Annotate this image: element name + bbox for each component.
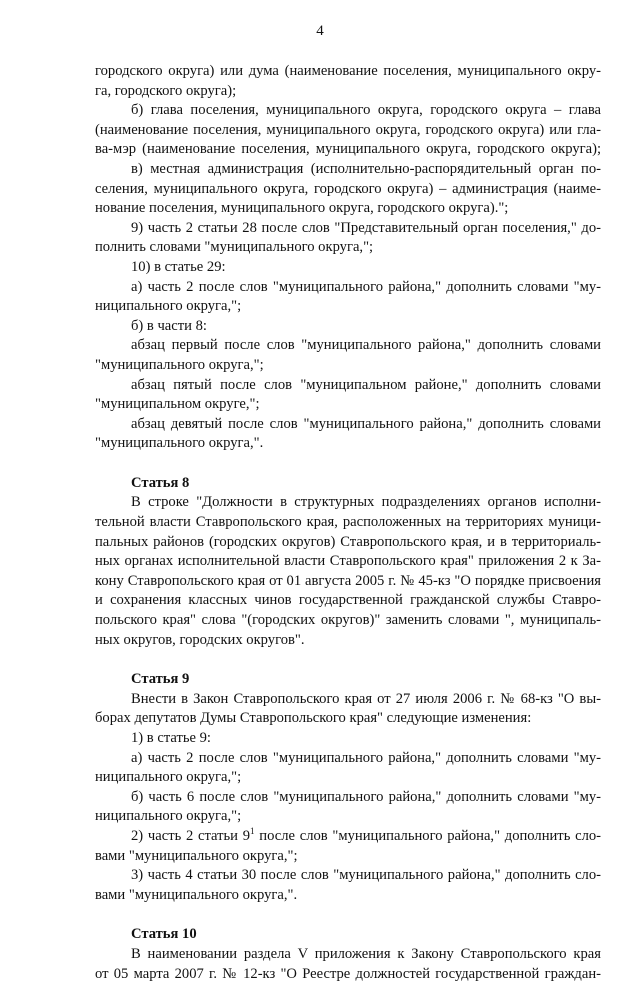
text-line: "муниципального округа,"; xyxy=(95,356,264,373)
text-line: польского края" слова "(городских округов)" заменить словами ", муниципаль- xyxy=(95,612,601,629)
text-fragment: после слов "муниципального района," дополнить сло- xyxy=(254,827,601,844)
article-heading: Статья 10 xyxy=(131,926,197,943)
text-line: в) местная администрация (исполнительно-распорядительный орган по- xyxy=(131,160,601,177)
text-line: ниципального округа,"; xyxy=(95,769,242,786)
document-body xyxy=(95,62,601,984)
text-line: 10) в статье 29: xyxy=(131,258,226,275)
text-line: б) глава поселения, муниципального округа, городского округа – глава xyxy=(131,102,601,119)
paragraph-gap xyxy=(95,454,601,474)
text-line: ниципального округа,"; xyxy=(95,808,242,825)
article-heading: Статья 8 xyxy=(131,474,190,491)
text-line: ных органах исполнительной власти Ставропольского края" приложения 2 к За- xyxy=(95,553,601,570)
text-line: б) в части 8: xyxy=(131,317,207,334)
text-line: га, городского округа); xyxy=(95,82,237,99)
paragraph-gap xyxy=(95,650,601,670)
text-line: (наименование поселения, муниципального округа, городского округа) или гла- xyxy=(95,121,601,138)
text-line: 9) часть 2 статьи 28 после слов "Представительный орган поселения," до- xyxy=(131,219,601,236)
text-line: тельной власти Ставропольского края, расположенных на территориях муници- xyxy=(95,514,601,531)
text-line: нование поселения, муниципального округа, городского округа)."; xyxy=(95,200,509,217)
text-line: ва-мэр (наименование поселения, муниципального округа, городского округа); xyxy=(95,141,601,158)
text-line: городского округа) или дума (наименование поселения, муниципального окру- xyxy=(95,63,601,79)
text-line: ных округов, городских округов". xyxy=(95,631,305,648)
text-line: В наименовании раздела V приложения к Закону Ставропольского края xyxy=(131,945,601,962)
paragraph-gap xyxy=(95,905,601,925)
text-line: абзац девятый после слов "муниципального района," дополнить словами xyxy=(131,415,601,432)
text-line: 1) в статье 9: xyxy=(131,730,211,746)
text-line: а) часть 2 после слов "муниципального района," дополнить словами "му- xyxy=(131,278,601,295)
text-fragment: 2) часть 2 статьи 9 xyxy=(131,827,251,844)
text-line: ниципального округа,"; xyxy=(95,298,242,315)
text-line: абзац пятый после слов "муниципальном районе," дополнить словами xyxy=(131,376,601,393)
text-line: "муниципальном округе,"; xyxy=(95,396,260,413)
text-line: борах депутатов Думы Ставропольского края" следующие изменения: xyxy=(95,710,532,727)
text-line: абзац первый после слов "муниципального района," дополнить словами xyxy=(131,337,601,354)
text-line: а) часть 2 после слов "муниципального района," дополнить словами "му- xyxy=(131,749,601,766)
text-line: Внести в Закон Ставропольского края от 27 июля 2006 г. № 68-кз "О вы- xyxy=(131,690,601,707)
text-line: от 05 марта 2007 г. № 12-кз "О Реестре должностей государственной граждан- xyxy=(95,965,601,982)
text-line: селения, муниципального округа, городского округа) – администрация (наиме- xyxy=(95,180,601,197)
text-line xyxy=(95,827,601,847)
page-number: 4 xyxy=(316,23,324,39)
text-line: пальных районов (городских округов) Ставропольского края, и в территориаль- xyxy=(95,533,601,550)
text-line: полнить словами "муниципального округа,"; xyxy=(95,239,374,256)
article-heading: Статья 9 xyxy=(131,671,190,688)
text-line: 3) часть 4 статьи 30 после слов "муниципального района," дополнить сло- xyxy=(131,867,601,884)
text-line: кону Ставропольского края от 01 августа 2005 г. № 45-кз "О порядке присвоения xyxy=(95,572,601,589)
text-line: б) часть 6 после слов "муниципального района," дополнить словами "му- xyxy=(131,788,601,805)
text-line: и сохранения классных чинов государственной гражданской службы Ставро- xyxy=(95,592,601,609)
text-line: В строке "Должности в структурных подразделениях органов исполни- xyxy=(131,494,601,511)
text-line: вами "муниципального округа,". xyxy=(95,886,298,903)
text-line: "муниципального округа,". xyxy=(95,435,264,452)
superscript: 1 xyxy=(250,826,255,836)
text-line: вами "муниципального округа,"; xyxy=(95,847,298,864)
